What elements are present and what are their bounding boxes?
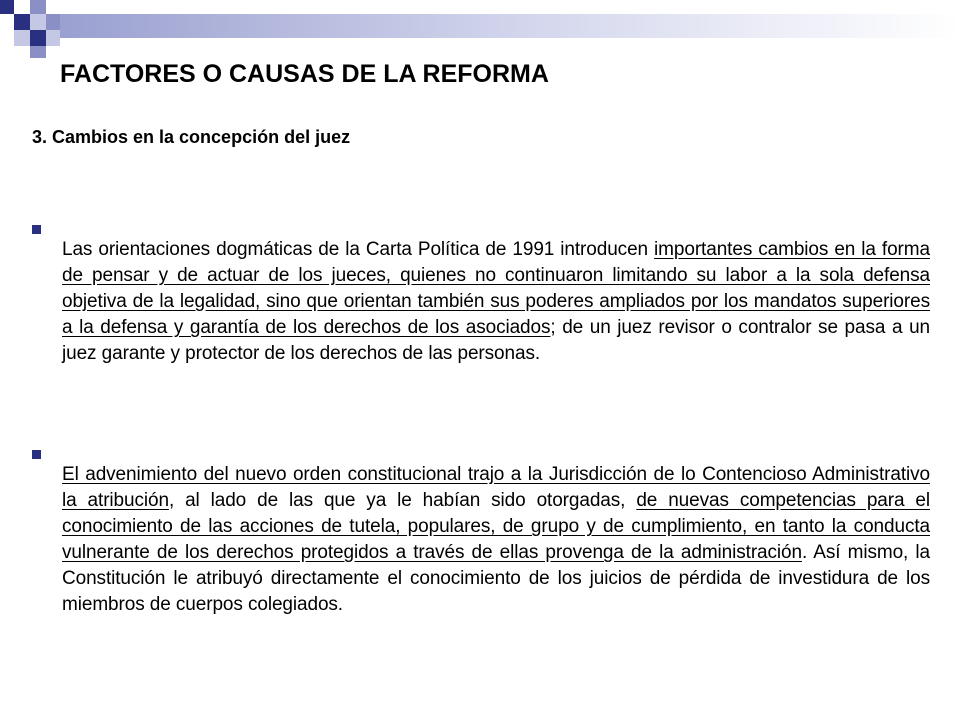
bullet-square-icon (32, 225, 41, 234)
bullet-text-2 (62, 462, 930, 618)
deco-square-8 (46, 30, 60, 46)
bullet-2-segment-1-underlined: El advenimiento del nuevo orden constitucional trajo a la Jurisdicción de lo Contencioso Administrativo la atribución (62, 464, 930, 511)
bullet-1-segment-2-underlined: importantes cambios en la forma de pensar y de actuar de los jueces, quienes no continuaron limitando su labor a la sola defensa objetiva de la legalidad, sino que orientan también sus poderes ampliados por los mandatos superiores a la defensa y garantía de los derechos de los asociados (62, 239, 930, 338)
bullet-item-1 (32, 218, 930, 386)
bullet-square-icon (32, 450, 41, 459)
header-decoration (0, 0, 960, 60)
deco-square-9 (30, 46, 46, 58)
deco-square-2 (30, 0, 46, 14)
bullet-2-segment-2: , al lado de las que ya le habían sido otorgadas, (168, 490, 637, 511)
deco-square-7 (30, 30, 46, 46)
bullet-1-segment-3: ; de un juez revisor o contralor se pasa a un juez garante y protector de los derechos de las personas. (62, 317, 930, 364)
deco-square-1 (0, 0, 14, 14)
deco-square-3 (14, 14, 30, 30)
bullet-2-segment-3-underlined: de nuevas competencias para el conocimiento de las acciones de tutela, populares, de grupo y de cumplimiento, en tanto la conducta vulnerante de los derechos protegidos a través de ellas provenga de la administración (62, 490, 930, 563)
deco-square-6 (14, 30, 30, 46)
bullet-text-1 (62, 237, 930, 367)
slide-subtitle: 3. Cambios en la concepción del juez (32, 127, 351, 147)
deco-square-5 (46, 14, 60, 30)
slide-title: FACTORES O CAUSAS DE LA REFORMA (60, 60, 549, 88)
bullet-2-segment-4: . Así mismo, la Constitución le atribuyó directamente el conocimiento de los juicios de pérdida de investidura de los miembros de cuerpos colegiados. (62, 542, 930, 615)
bullet-item-2 (32, 443, 930, 637)
deco-bar (60, 14, 960, 38)
deco-square-4 (30, 14, 46, 30)
bullet-1-segment-1: Las orientaciones dogmáticas de la Carta Política de 1991 introducen (62, 239, 655, 260)
